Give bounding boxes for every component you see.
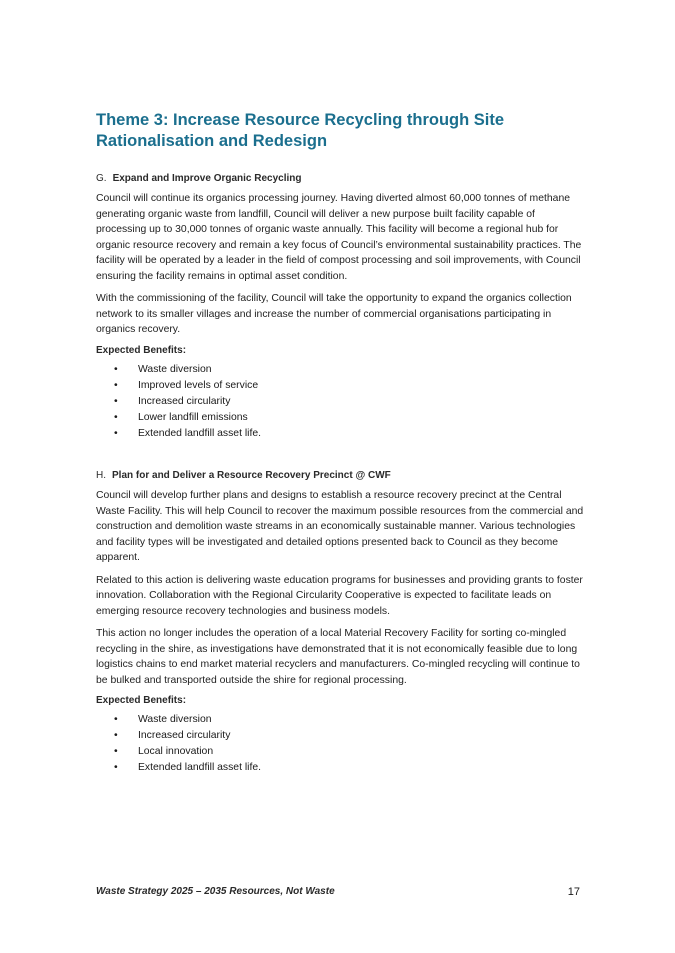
section-h-paragraph: Related to this action is delivering waste education programs for businesses and providing grants to foster innovation. Collaboration with the Regional Circularity Cooperative is expected to facilitate leads on emerging resource recovery technologies and business models. — [96, 574, 583, 617]
section-g-paragraph: With the commissioning of the facility, Council will take the opportunity to expand the organics collection network to its smaller villages and increase the number of commercial organisations participating in organics recovery. — [96, 293, 572, 335]
section-g — [96, 173, 586, 442]
title-line-1: Theme 3: Increase Resource Recycling through Site — [96, 111, 505, 129]
section-h-benefits-title: Expected Benefits: — [96, 695, 187, 706]
section-g-benefits-title: Expected Benefits: — [96, 344, 187, 356]
section-g-paragraph: Council will continue its organics processing journey. Having diverted almost 60,000 tonnes of methane generating organic waste from landfill, Council will deliver a new purpose built facility capable of processing up to 30,000 tonnes of organic waste annually. This facility will become a regional hub for organic resource recovery and remain a key focus of Council’s environmental sustainability practices. The facility will be operated by a leader in the field of compost processing and soil improvements, with Council ensuring the facility remains in optimal asset condition. — [96, 193, 582, 282]
section-g-benefits-list — [96, 362, 586, 442]
section-g-heading-text: Expand and Improve Organic Recycling — [112, 173, 302, 184]
page-number: 17 — [567, 886, 580, 898]
section-h-paragraph: Council will develop further plans and designs to establish a resource recovery precinct at the Central Waste Facility. This will help Council to recover the maximum possible resources from the commercial and construction and demolition waste streams in an economically sustainable manner. Various technologies and facility types will be investigated and detailed options presented back to Council as they become apparent. — [96, 490, 584, 563]
list-item: • Waste diversion — [114, 714, 212, 725]
section-h — [96, 470, 586, 776]
footer-title: Waste Strategy 2025 – 2035 Resources, Not Waste — [96, 886, 335, 897]
section-h-paragraph: This action no longer includes the operation of a local Material Recovery Facility for sorting co-mingled recycling in the shire, as investigations have demonstrated that it is not economically feasible due to long logistics chains to end market material recyclers and manufacturers. Co-mingled recycling will continue to be bulked and transported outside the shire for regional processing. — [96, 628, 580, 686]
list-item: • Increased circularity — [114, 395, 231, 407]
list-item: • Improved levels of service — [114, 379, 259, 391]
list-item: • Lower landfill emissions — [114, 411, 248, 423]
list-item: • Extended landfill asset life. — [114, 427, 262, 439]
title-line-2: Rationalisation and Redesign — [96, 132, 328, 150]
page-title — [96, 110, 596, 152]
section-h-letter: H. — [96, 470, 106, 481]
section-h-heading — [96, 470, 586, 481]
section-h-benefits-list — [96, 712, 586, 776]
list-item: • Increased circularity — [114, 730, 231, 741]
section-h-heading-text: Plan for and Deliver a Resource Recovery Precinct @ CWF — [112, 470, 391, 481]
list-item: • Waste diversion — [114, 363, 212, 375]
list-item: • Local innovation — [114, 746, 214, 757]
section-g-heading — [96, 173, 586, 184]
section-g-letter: G. — [96, 173, 107, 184]
list-item: • Extended landfill asset life. — [114, 762, 262, 773]
page-footer — [96, 886, 580, 897]
